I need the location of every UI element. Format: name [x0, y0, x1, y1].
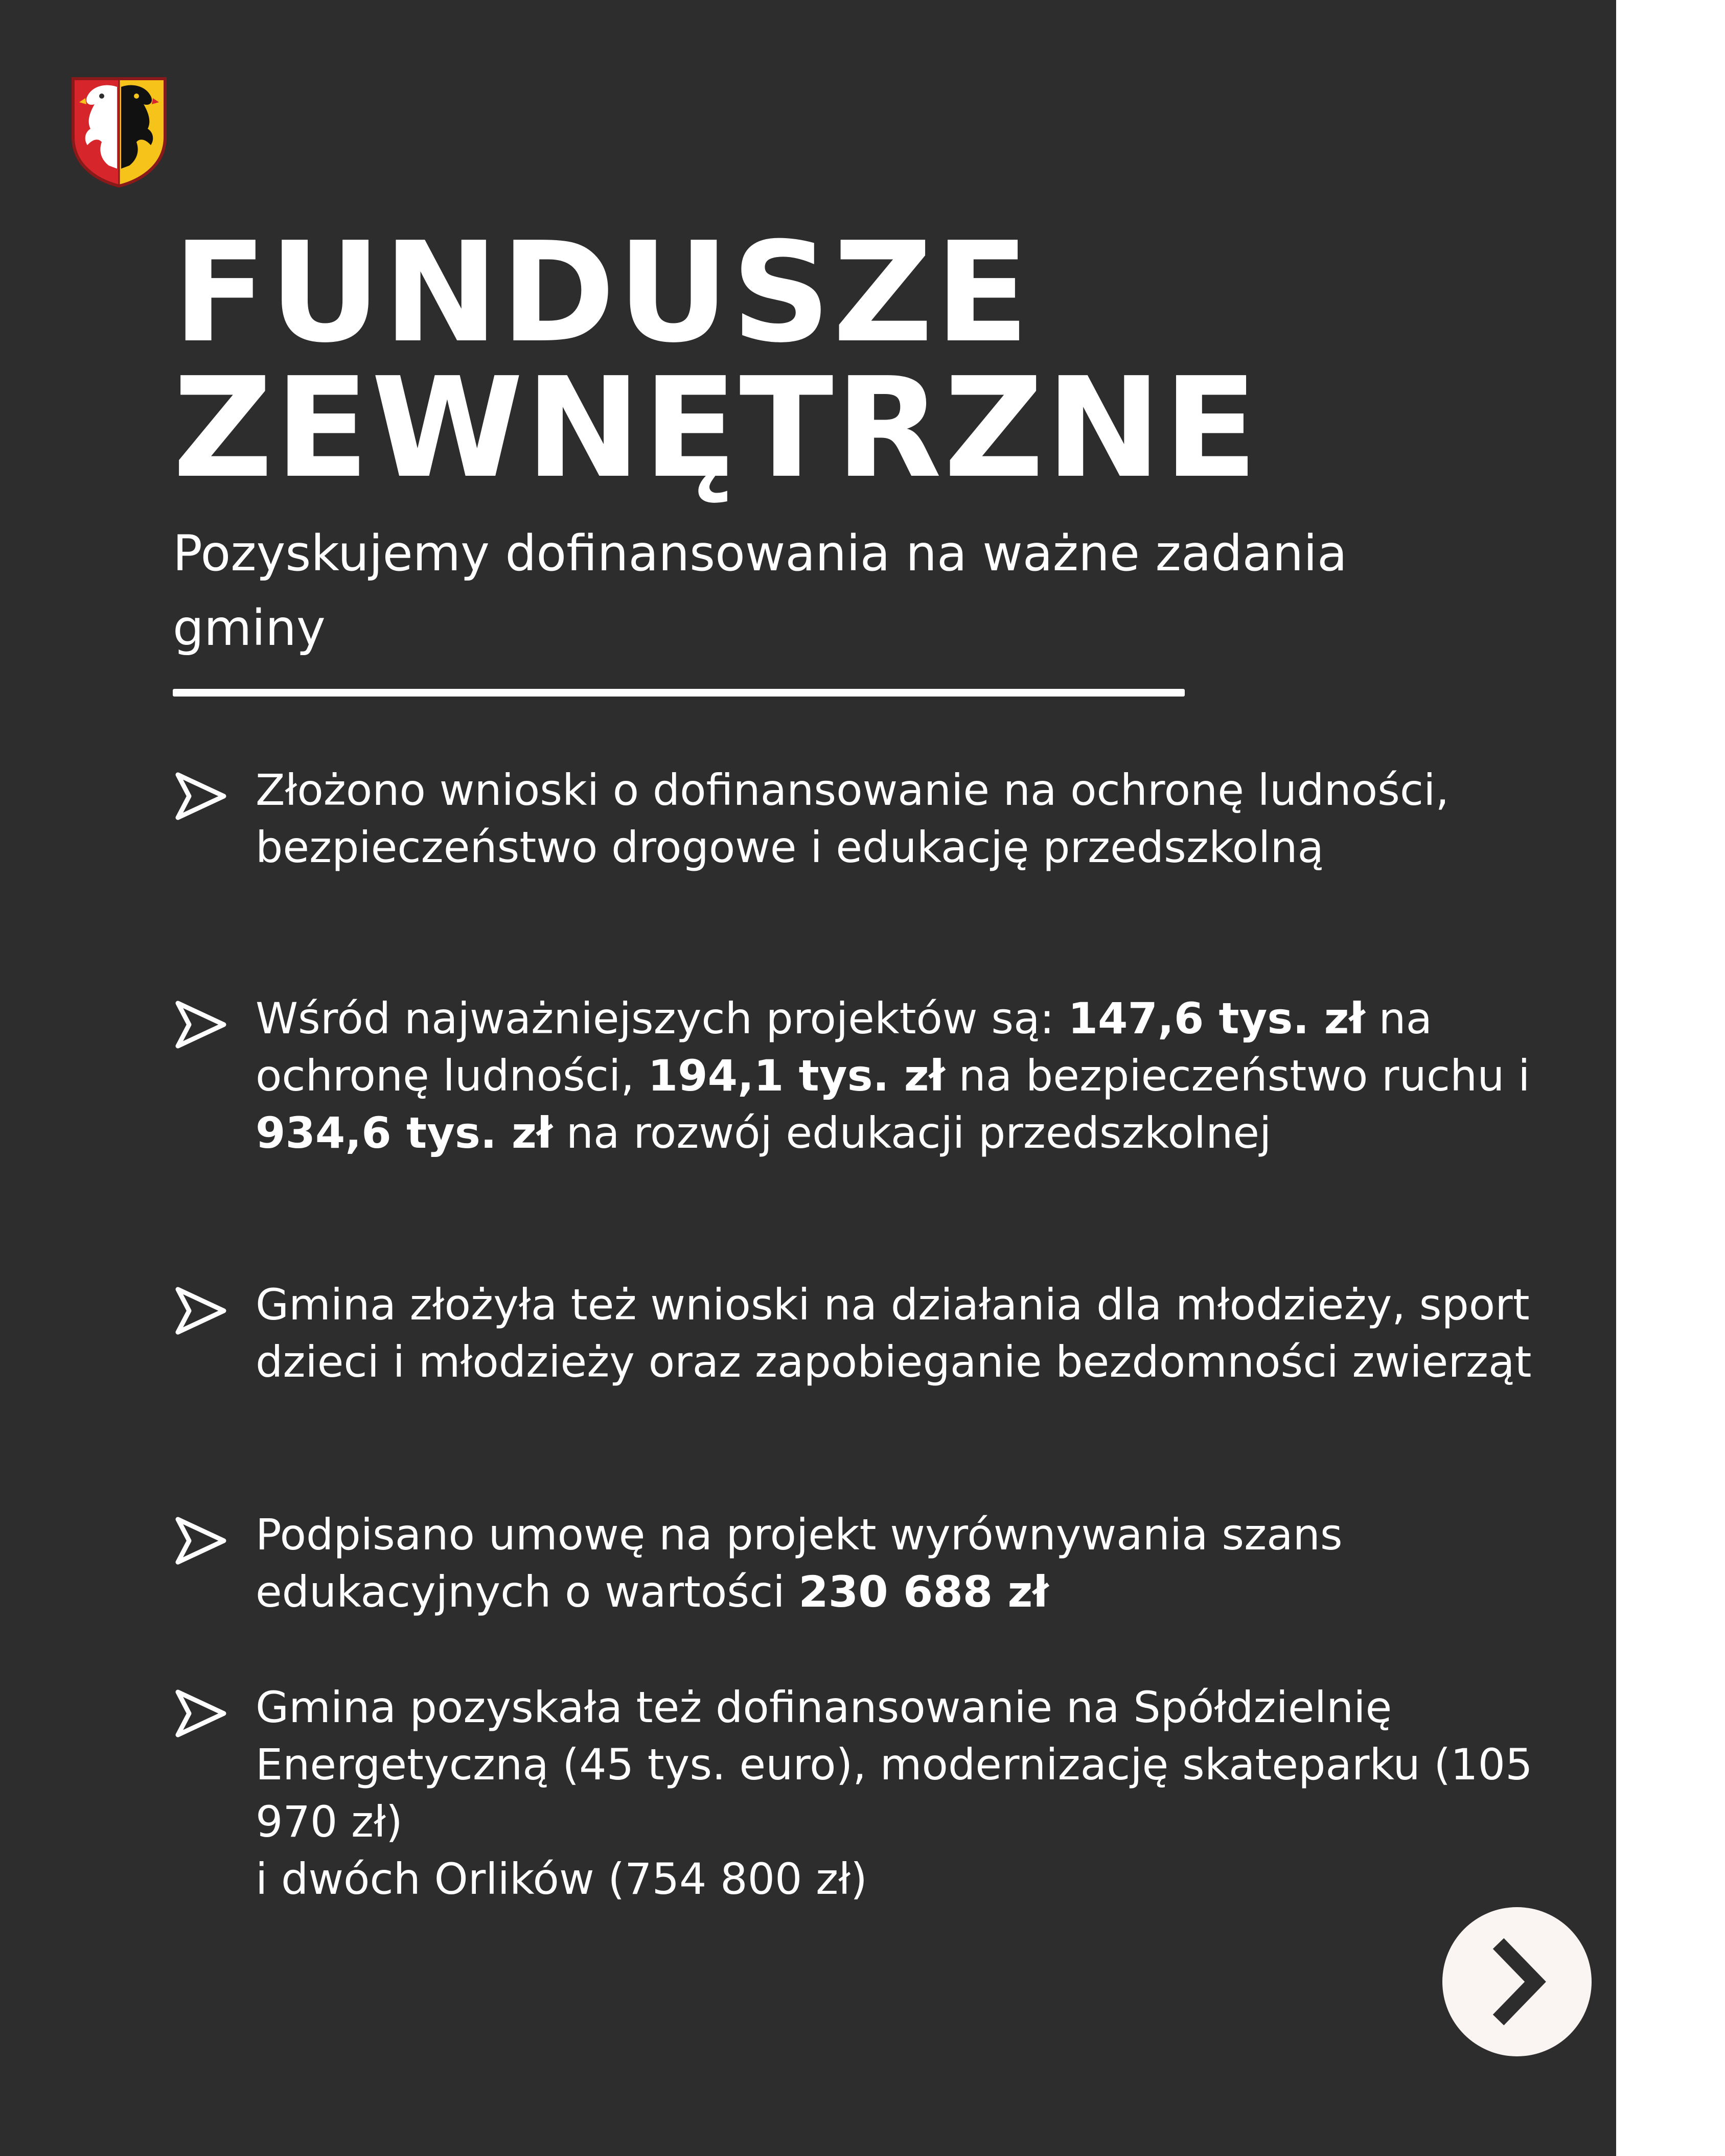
arrow-outline-icon: [173, 1515, 229, 1566]
arrow-outline-icon: [173, 1688, 229, 1739]
arrow-outline-icon: [173, 771, 229, 822]
next-button[interactable]: [1442, 1907, 1592, 2056]
chevron-right-icon: [1442, 1907, 1592, 2056]
amount-highlight: 194,1 tys. zł: [648, 1051, 945, 1101]
amount-highlight: 230 688 zł: [798, 1567, 1049, 1617]
list-item-text: [256, 1506, 1595, 1620]
text-segment: Wśród najważniejszych projektów są:: [256, 993, 1068, 1044]
text-segment: na rozwój edukacji przedszkolnej: [553, 1108, 1272, 1158]
divider: [173, 689, 1185, 697]
text-segment: i dwóch Orlików (754 800 zł): [256, 1854, 867, 1904]
coat-of-arms-icon: [70, 76, 168, 189]
list-item-text: Gmina złożyła też wnioski na działania dla młodzieży, sport dzieci i młodzieży oraz zapobieganie bezdomności zwierząt: [256, 1280, 1532, 1387]
text-segment: Podpisano umowę na projekt wyrównywania szans edukacyjnych o wartości: [256, 1510, 1343, 1617]
amount-highlight: 147,6 tys. zł: [1068, 993, 1365, 1044]
text-segment: na ochronę ludności,: [256, 993, 1433, 1101]
title-line-1: FUNDUSZE: [173, 212, 1031, 373]
text-segment: Gmina pozyskała też dofinansowanie na Spółdzielnię Energetyczną (45 tys. euro), modernizację skateparku (105 970 zł): [256, 1682, 1533, 1847]
list-item-text: [256, 990, 1595, 1162]
arrow-outline-icon: [173, 1285, 229, 1336]
amount-highlight: 934,6 tys. zł: [256, 1108, 553, 1158]
text-segment: na bezpieczeństwo ruchu i: [945, 1051, 1530, 1101]
arrow-outline-icon: [173, 999, 229, 1050]
list-item-text: [256, 1679, 1595, 1908]
title-line-2: ZEWNĘTRZNE: [173, 347, 1260, 508]
page-title: [173, 212, 1260, 508]
subtitle: Pozyskujemy dofinansowania na ważne zadania gminy: [173, 525, 1347, 657]
list-item-text: Złożono wnioski o dofinansowanie na ochronę ludności, bezpieczeństwo drogowe i edukację przedszkolną: [256, 765, 1450, 872]
